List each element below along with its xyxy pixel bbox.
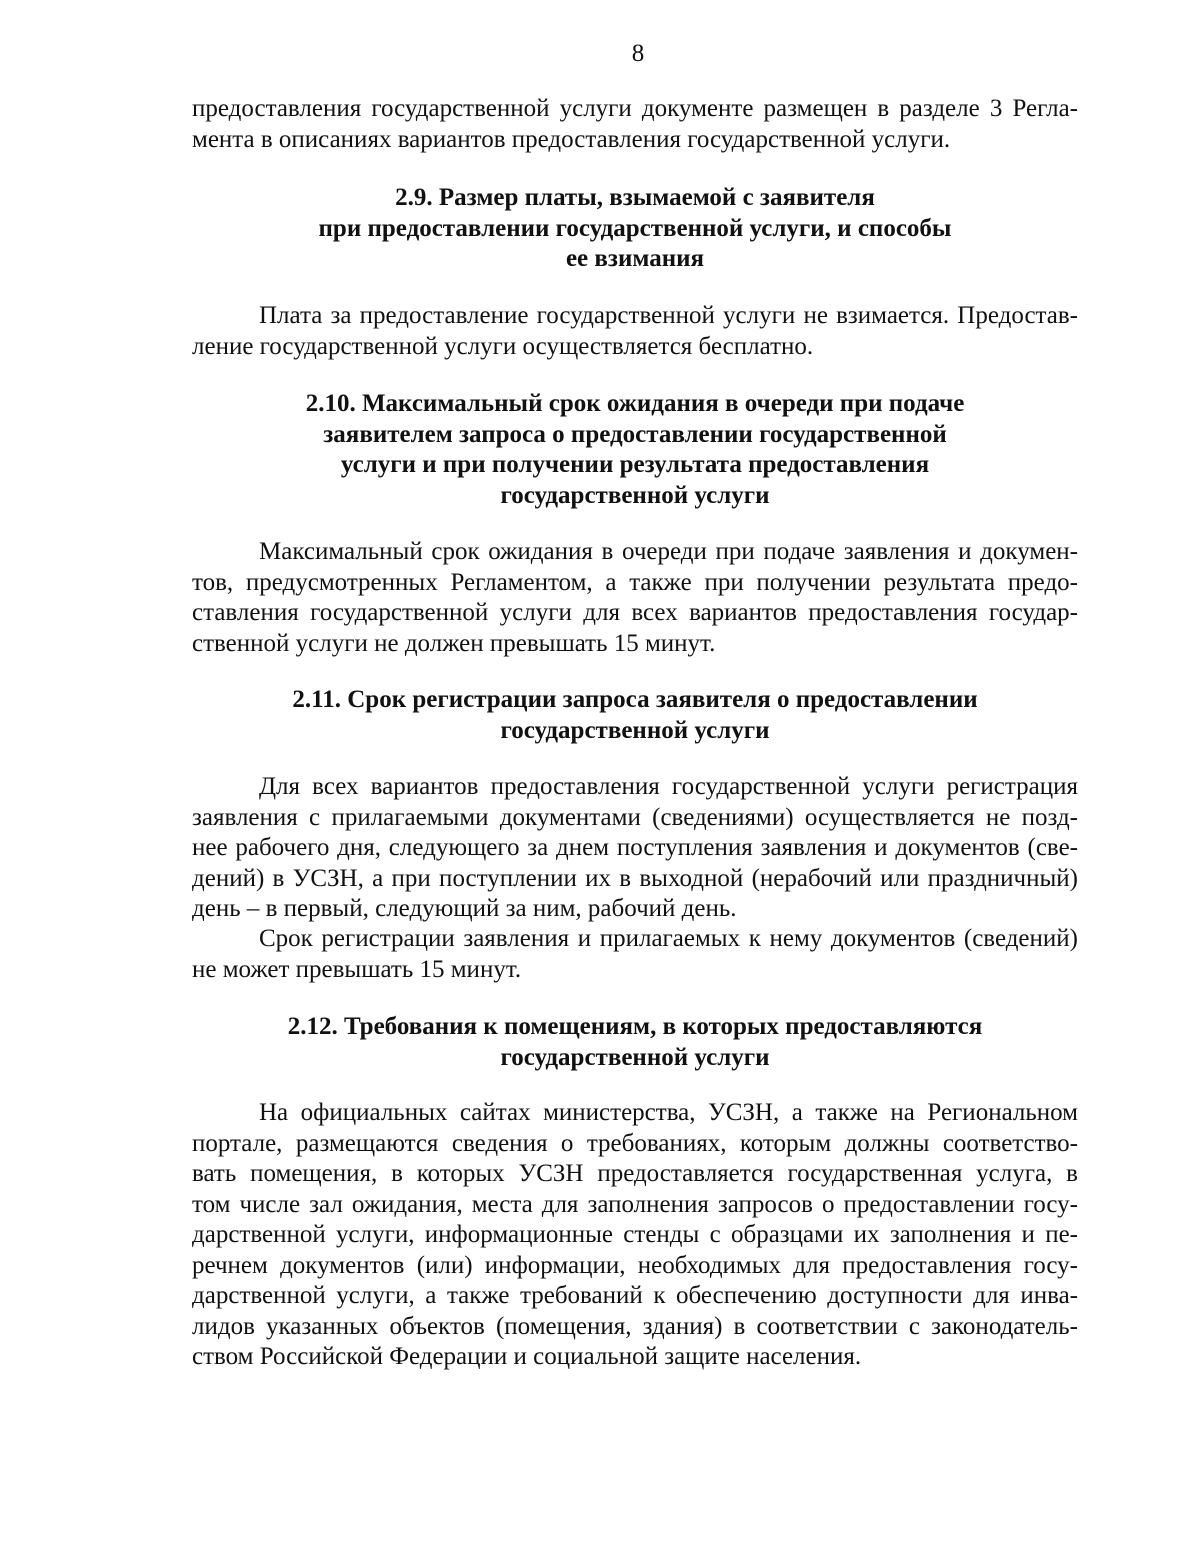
heading-line: заявителем запроса о предоставлении государственной xyxy=(323,420,947,448)
text-line: Плата за предоставление государственной услуги не взимается. Предостав- xyxy=(259,302,1078,329)
text-line: дарственной услуги, информационные стенды с образцами их заполнения и пе- xyxy=(192,1221,1078,1248)
section-heading-2-12 xyxy=(192,1012,1078,1073)
intro-paragraph xyxy=(192,94,1078,155)
section-heading-2-11 xyxy=(192,685,1078,746)
section-2-10-paragraph-1 xyxy=(192,537,1078,659)
heading-line: государственной услуги xyxy=(500,481,770,509)
text-line: мента в описаниях вариантов предоставления государственной услуги. xyxy=(192,125,951,153)
text-line: дений) в УСЗН, а при поступлении их в выходной (нерабочий или праздничный) xyxy=(192,864,1078,892)
heading-line: услуги и при получении результата предоставления xyxy=(340,451,930,478)
text-line: предоставления государственной услуги документе размещен в разделе 3 Регла- xyxy=(192,95,1078,122)
section-heading-2-10 xyxy=(192,389,1078,511)
text-line: ством Российской Федерации и социальной защите населения. xyxy=(192,1343,862,1370)
text-line: лидов указанных объектов (помещения, здания) в соответствии с законодатель- xyxy=(192,1312,1078,1340)
text-line: портале, размещаются сведения о требованиях, которым должны соответство- xyxy=(192,1129,1078,1157)
text-line: На официальных сайтах министерства, УСЗН, а также на Региональном xyxy=(259,1099,1078,1126)
section-2-11-paragraph-2 xyxy=(192,924,1078,985)
text-line: ственной услуги не должен превышать 15 минут. xyxy=(192,629,716,657)
heading-line: при предоставлении государственной услуги, и способы xyxy=(318,214,952,242)
section-2-9-paragraph-1 xyxy=(192,301,1078,362)
heading-line: 2.9. Размер платы, взымаемой с заявителя xyxy=(395,184,875,211)
heading-line: государственной услуги xyxy=(500,1043,770,1071)
heading-line: 2.10. Максимальный срок ожидания в очереди при подаче xyxy=(305,390,965,417)
text-line: ставления государственной услуги для всех вариантов предоставления государ- xyxy=(192,599,1078,626)
text-line: Для всех вариантов предоставления государственной услуги регистрация xyxy=(259,773,1078,800)
section-heading-2-9 xyxy=(192,183,1078,275)
heading-line: государственной услуги xyxy=(500,716,770,744)
heading-line: 2.12. Требования к помещениям, в которых предоставляются xyxy=(287,1013,983,1040)
text-line: не может превышать 15 минут. xyxy=(192,955,522,983)
text-line: ление государственной услуги осуществляется бесплатно. xyxy=(192,332,814,360)
text-line: тов, предусмотренных Регламентом, а также при получении результата предо- xyxy=(192,568,1078,596)
page-number: 8 xyxy=(631,40,645,67)
text-line: дарственной услуги, а также требований к обеспечению доступности для инва- xyxy=(192,1282,1078,1309)
heading-line: 2.11. Срок регистрации запроса заявителя о предоставлении xyxy=(292,686,978,713)
text-line: Срок регистрации заявления и прилагаемых к нему документов (сведений) xyxy=(259,925,1078,952)
text-line: день – в первый, следующий за ним, рабочий день. xyxy=(192,895,737,922)
text-line: речнем документов (или) информации, необходимых для предоставления госу- xyxy=(192,1251,1078,1279)
text-line: том числе зал ожидания, места для заполнения запросов о предоставлении госу- xyxy=(192,1190,1078,1218)
text-line: Максимальный срок ожидания в очереди при подаче заявления и докумен- xyxy=(259,538,1078,565)
heading-line: ее взимания xyxy=(565,245,705,272)
text-line: заявления с прилагаемыми документами (сведениями) осуществляется не позд- xyxy=(192,803,1078,831)
text-line: нее рабочего дня, следующего за днем поступления заявления и документов (све- xyxy=(192,834,1078,861)
text-line: вать помещения, в которых УСЗН предоставляется государственная услуга, в xyxy=(192,1160,1078,1187)
section-2-11-paragraph-1 xyxy=(192,772,1078,925)
section-2-12-paragraph-1 xyxy=(192,1098,1078,1373)
